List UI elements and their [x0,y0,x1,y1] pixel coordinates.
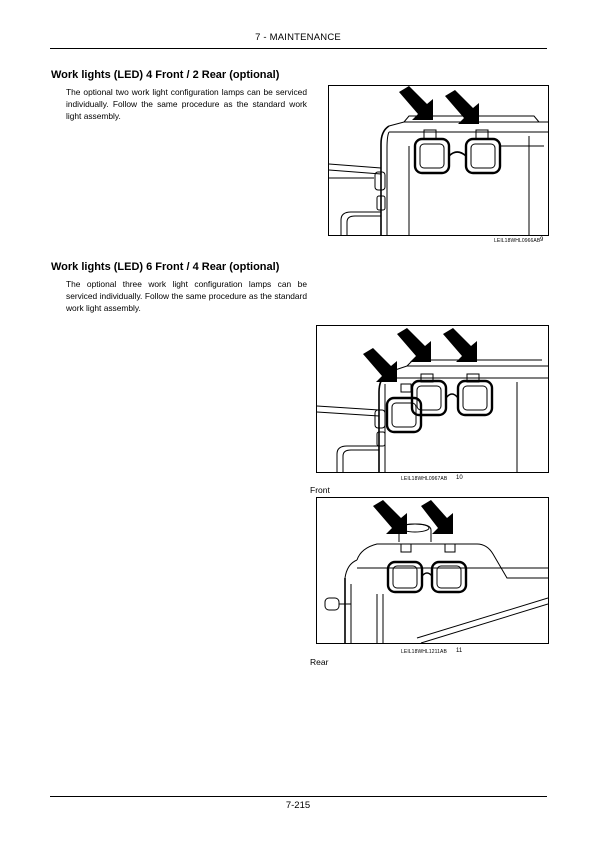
section-text-2: The optional three work light configuration lamps can be serviced individually. Follow the same procedure as the standard work light assembly. [66,279,307,313]
cab-rear-2-lights-illustration [317,498,548,643]
figure-11-caption: Rear [310,657,329,667]
figure-9-image [328,85,549,236]
chapter-header: 7 - MAINTENANCE [255,32,341,43]
figure-10-number: 10 [456,475,463,481]
figure-11-ref: LEIL18WHL1211AB [401,649,447,655]
cab-roof-2-lights-illustration [329,86,548,235]
section-text-1: The optional two work light configuration lamps can be serviced individually. Follow the same procedure as the standard work light assembly. [66,87,307,121]
section-title-2: Work lights (LED) 6 Front / 4 Rear (optional) [51,261,280,273]
header-rule [50,48,547,49]
page-number: 7-215 [285,800,311,811]
figure-10-ref: LEIL18WHL0967AB [401,476,448,482]
figure-10-caption: Front [310,485,330,495]
figure-10-image [316,325,549,473]
figure-11-image [316,497,549,644]
figure-9-ref: LEIL18WHL0966AB [494,238,541,244]
cab-front-3-lights-illustration [317,326,548,472]
figure-11-number: 11 [456,648,463,654]
figure-9-number: 9 [540,237,544,243]
section-title-1: Work lights (LED) 4 Front / 2 Rear (optional) [51,69,280,81]
footer-rule [50,796,547,797]
